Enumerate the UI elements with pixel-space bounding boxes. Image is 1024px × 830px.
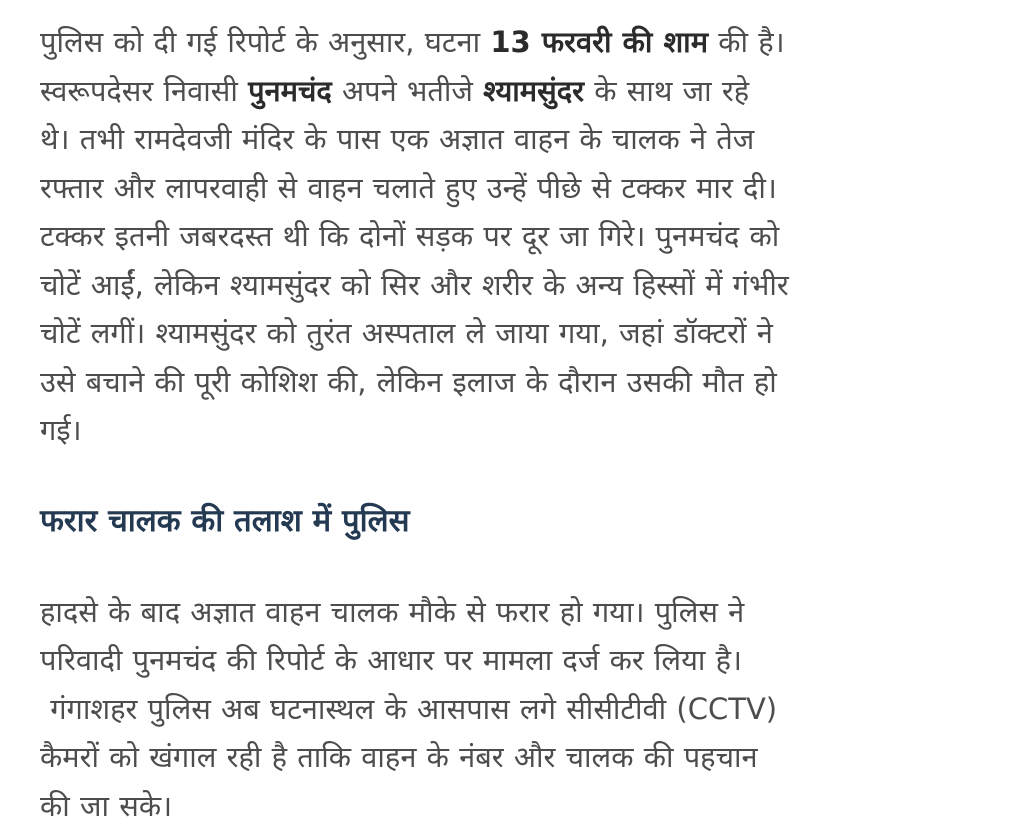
text-line: टक्कर इतनी जबरदस्त थी कि दोनों सड़क पर दूर जा गिरे। पुनमचंद को	[40, 212, 984, 261]
text-segment: के साथ जा रहे	[584, 74, 749, 108]
text-line: कैमरों को खंगाल रही है ताकि वाहन के नंबर और चालक की पहचान	[40, 733, 984, 782]
name-highlight: श्यामसुंदर	[483, 74, 584, 108]
text-segment: पुलिस को दी गई रिपोर्ट के अनुसार, घटना	[40, 25, 490, 59]
text-line	[40, 67, 984, 116]
section-heading: फरार चालक की तलाश में पुलिस	[40, 498, 984, 544]
text-segment: अपने भतीजे	[332, 74, 483, 108]
text-line: गंगाशहर पुलिस अब घटनास्थल के आसपास लगे सीसीटीवी (CCTV)	[40, 685, 984, 734]
text-line: परिवादी पुनमचंद की रिपोर्ट के आधार पर मामला दर्ज कर लिया है।	[40, 636, 984, 685]
text-line: गई।	[40, 406, 984, 455]
text-line: रफ्तार और लापरवाही से वाहन चलाते हुए उन्हें पीछे से टक्कर मार दी।	[40, 164, 984, 213]
text-line: की जा सके।	[40, 782, 984, 830]
text-segment: स्वरूपदेसर निवासी	[40, 74, 248, 108]
paragraph-absconding-driver	[40, 588, 984, 830]
text-line: चोटें आईं, लेकिन श्यामसुंदर को सिर और शरीर के अन्य हिस्सों में गंभीर	[40, 261, 984, 310]
text-line	[40, 18, 984, 67]
text-segment: की है।	[708, 25, 785, 59]
text-line: हादसे के बाद अज्ञात वाहन चालक मौके से फरार हो गया। पुलिस ने	[40, 588, 984, 637]
name-highlight: पुनमचंद	[248, 74, 332, 108]
date-highlight: 13 फरवरी की शाम	[490, 25, 708, 59]
text-line: उसे बचाने की पूरी कोशिश की, लेकिन इलाज के दौरान उसकी मौत हो	[40, 358, 984, 407]
text-line: थे। तभी रामदेवजी मंदिर के पास एक अज्ञात वाहन के चालक ने तेज	[40, 115, 984, 164]
text-line: चोटें लगीं। श्यामसुंदर को तुरंत अस्पताल ले जाया गया, जहां डॉक्टरों ने	[40, 309, 984, 358]
paragraph-police-report	[40, 18, 984, 455]
